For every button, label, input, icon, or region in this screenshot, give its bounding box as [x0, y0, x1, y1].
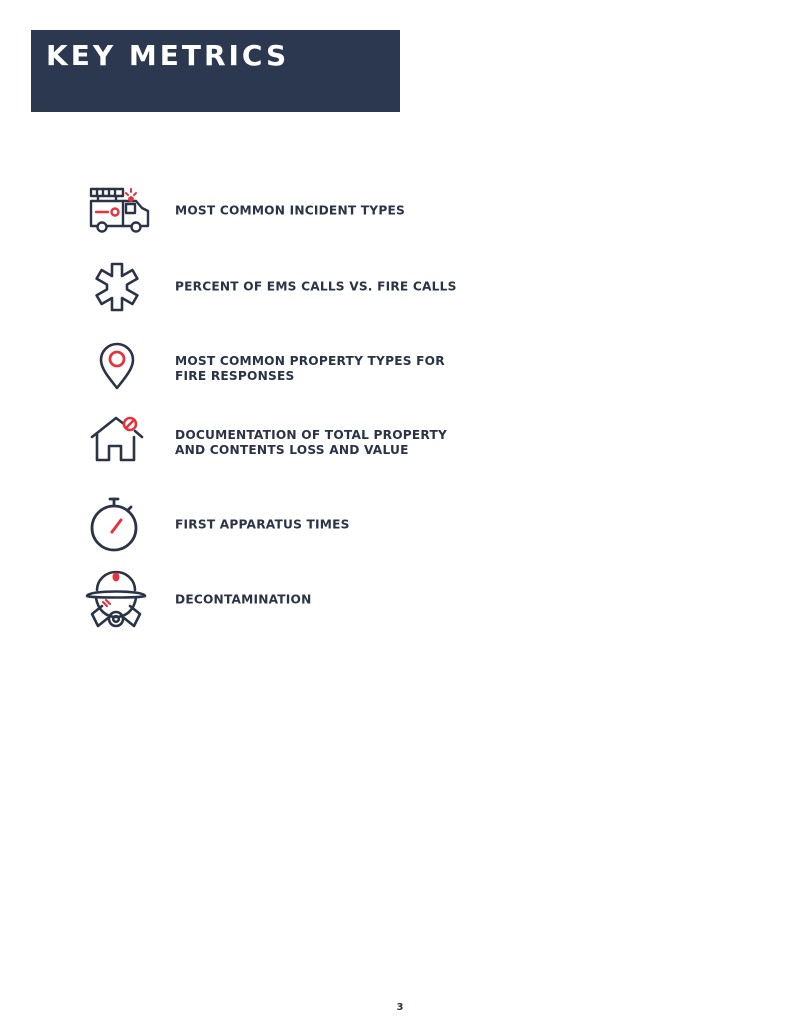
metric-label: MOST COMMON PROPERTY TYPES FOR FIRE RESPONSES: [175, 354, 445, 383]
page-title: KEY METRICS: [46, 39, 290, 72]
metric-item-incident-types: [82, 181, 502, 241]
title-banner: [31, 30, 400, 112]
fire-truck-icon: [82, 181, 150, 241]
firefighter-mask-icon: [82, 570, 150, 630]
metric-label: DOCUMENTATION OF TOTAL PROPERTY AND CONTENTS LOSS AND VALUE: [175, 428, 447, 457]
metric-item-property-types: [82, 339, 502, 399]
metric-label: DECONTAMINATION: [175, 592, 312, 607]
stopwatch-icon: [82, 495, 150, 555]
map-pin-icon: [82, 339, 150, 399]
star-of-life-icon: [82, 257, 150, 317]
metric-item-property-loss: [82, 413, 502, 473]
metric-item-ems-vs-fire: [82, 257, 502, 317]
house-prohibited-icon: [82, 413, 150, 473]
metric-label: MOST COMMON INCIDENT TYPES: [175, 203, 405, 218]
page-number: 3: [396, 1002, 404, 1013]
metric-item-decontamination: [82, 570, 502, 630]
metric-label: FIRST APPARATUS TIMES: [175, 517, 350, 532]
metric-label: PERCENT OF EMS CALLS VS. FIRE CALLS: [175, 279, 457, 294]
metric-item-apparatus-times: [82, 495, 502, 555]
